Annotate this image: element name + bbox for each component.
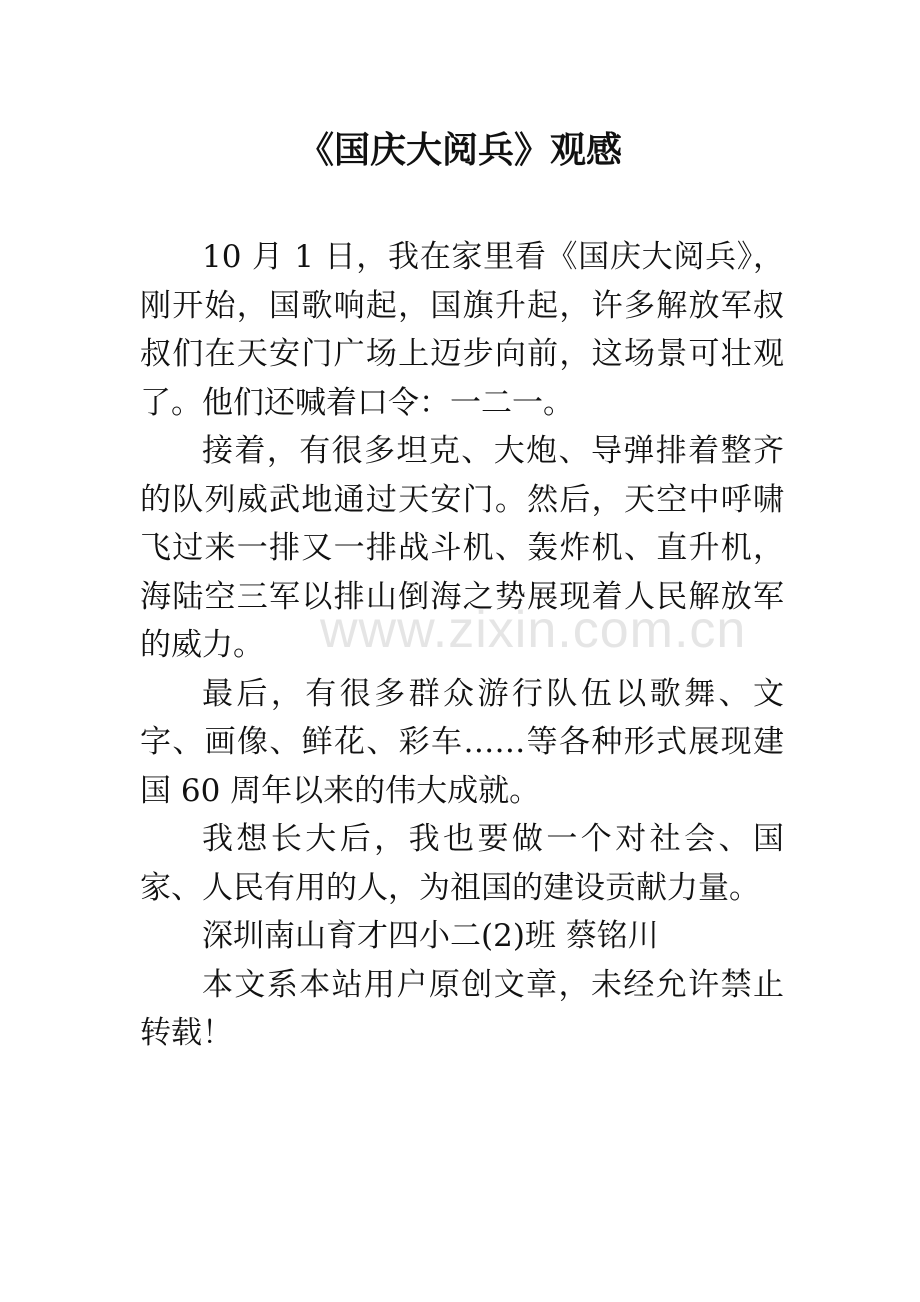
paragraph-parade: 最后，有很多群众游行队伍以歌舞、文字、画像、鲜花、彩车……等各种形式展现建国 60 周年以来的伟大成就。	[140, 675, 784, 809]
paragraph-intro: 10 月 1 日，我在家里看《国庆大阅兵》，刚开始，国歌响起，国旗升起，许多解放军叔叔们在天安门广场上迈步向前，这场景可壮观了。他们还喊着口令：一二一。	[140, 239, 784, 421]
paragraph-weapons: 接着，有很多坦克、大炮、导弹排着整齐的队列威武地通过天安门。然后，天空中呼啸飞过来一排又一排战斗机、轰炸机、直升机，海陆空三军以排山倒海之势展现着人民解放军的威力。	[140, 433, 784, 663]
watermark: www.zixin.com.cn	[320, 601, 747, 659]
document-title: 《国庆大阅兵》观感	[297, 129, 622, 171]
paragraph-aspiration: 我想长大后，我也要做一个对社会、国家、人民有用的人，为祖国的建设贡献力量。	[140, 821, 784, 906]
author-line: 深圳南山育才四小二(2)班 蔡铭川	[202, 918, 659, 954]
copyright-notice: 本文系本站用户原创文章，未经允许禁止转载！	[140, 966, 784, 1051]
